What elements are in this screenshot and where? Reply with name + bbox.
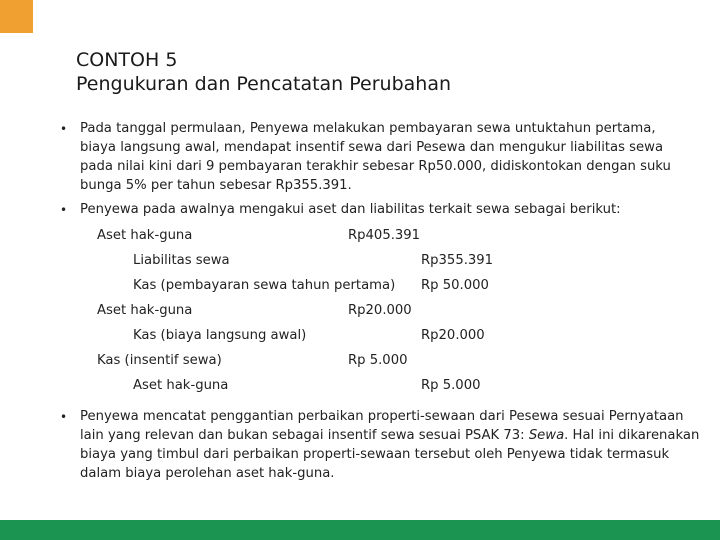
journal-debit: Rp405.391	[348, 228, 421, 243]
bullet-line: Penyewa pada awalnya mengakui aset dan liabilitas terkait sewa sebagai berikut:	[80, 202, 621, 217]
journal-account: Aset hak-guna	[97, 303, 193, 318]
journal-account: Kas (biaya langsung awal)	[133, 328, 307, 343]
bullet-dot-icon: •	[60, 410, 68, 424]
bullet-line: Pada tanggal permulaan, Penyewa melakukan pembayaran sewa untuktahun pertama,	[80, 121, 656, 136]
journal-debit: Rp 5.000	[348, 353, 408, 368]
footer-bar	[0, 520, 720, 540]
slide-title	[76, 48, 451, 96]
bullet-line: bunga 5% per tahun sebesar Rp355.391.	[80, 178, 352, 193]
bullet-line: biaya yang timbul dari perbaikan properti-sewaan tersebut oleh Penyewa tidak termasuk	[80, 447, 670, 462]
journal-credit: Rp355.391	[421, 253, 494, 268]
bullet-line: pada nilai kini dari 9 pembayaran terakhir sebesar Rp50.000, didiskontokan dengan suku	[80, 159, 671, 174]
title-line-1: CONTOH 5	[76, 49, 178, 71]
bullet-line: lain yang relevan dan bukan sebagai insentif sewa sesuai PSAK 73: Sewa. Hal ini dikarenakan	[80, 428, 700, 443]
journal-account: Kas (pembayaran sewa tahun pertama)	[133, 278, 396, 293]
journal-debit: Rp20.000	[348, 303, 412, 318]
bullet-line: dalam biaya perolehan aset hak-guna.	[80, 466, 335, 481]
journal-credit: Rp 50.000	[421, 278, 489, 293]
journal-credit: Rp20.000	[421, 328, 485, 343]
bullet-dot-icon: •	[60, 122, 68, 136]
bullet-line: biaya langsung awal, mendapat insentif sewa dari Pesewa dan mengukur liabilitas sewa	[80, 140, 664, 155]
corner-accent	[0, 0, 33, 33]
journal-account: Aset hak-guna	[97, 228, 193, 243]
journal-credit: Rp 5.000	[421, 378, 481, 393]
journal-account: Liabilitas sewa	[133, 253, 230, 268]
bullet-dot-icon: •	[60, 203, 68, 217]
bullet-line: Penyewa mencatat penggantian perbaikan properti-sewaan dari Pesewa sesuai Pernyataan	[80, 409, 684, 424]
journal-account: Aset hak-guna	[133, 378, 229, 393]
title-line-2: Pengukuran dan Pencatatan Perubahan	[76, 73, 452, 95]
journal-account: Kas (insentif sewa)	[97, 353, 222, 368]
